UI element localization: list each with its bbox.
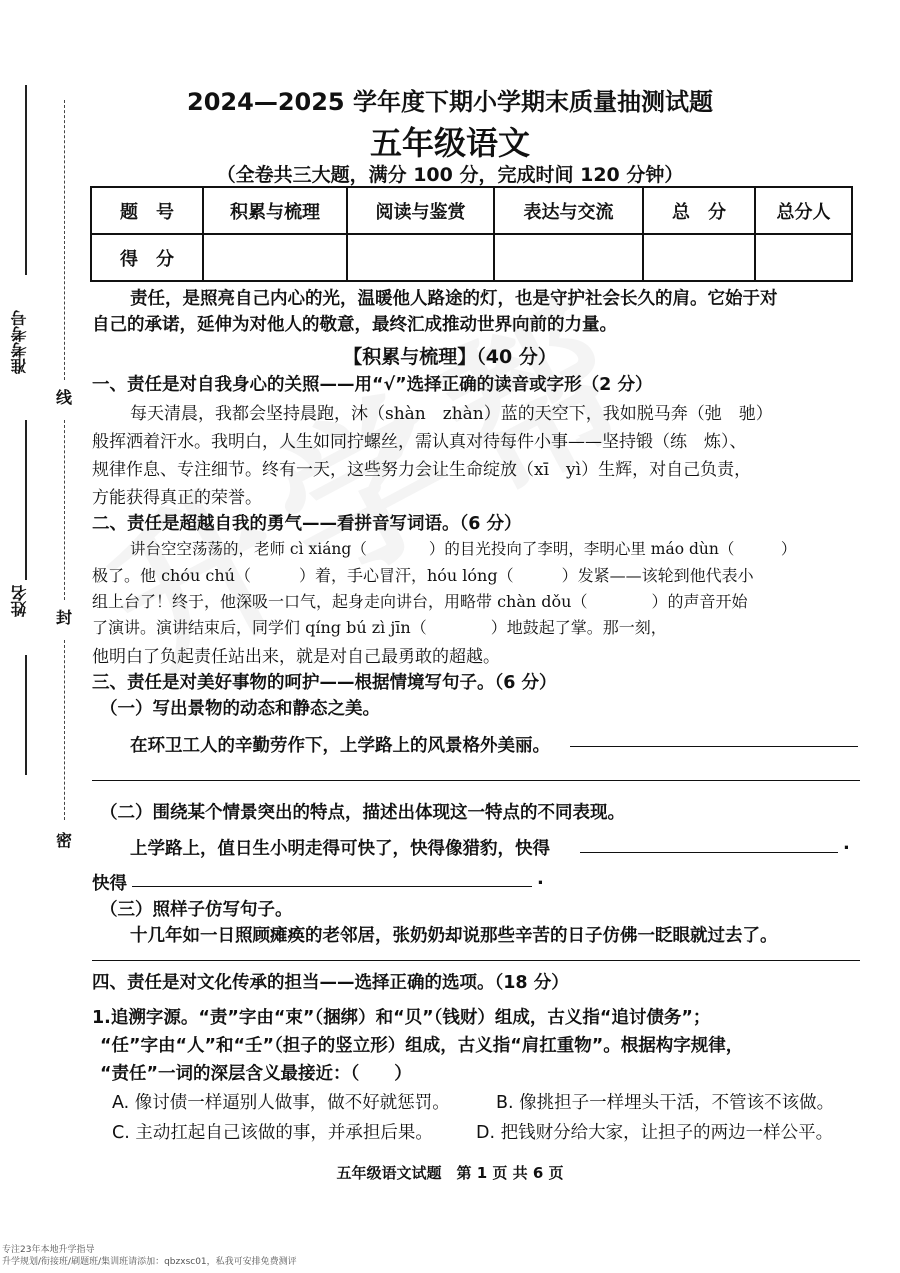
score-input-2[interactable] [347, 234, 494, 281]
score-cell-total: 总 分 [643, 187, 755, 234]
q3-sub2-text2: 快得 [92, 874, 127, 894]
q1-line-4: 方能获得真正的荣誉。 [92, 488, 262, 508]
q4-option-d[interactable]: D. 把钱财分给大家，让担子的两边一样公平。 [476, 1123, 834, 1143]
q2-line-1: 讲台空空荡荡的，老师 cì xiáng（ ）的目光投向了李明，李明心里 máo dùn（ ） [130, 540, 797, 558]
exam-title: 2024—2025 学年度下期小学期末质量抽测试题 [187, 88, 713, 116]
q2-line-5: 他明白了负起责任站出来，就是对自己最勇敢的超越。 [92, 647, 500, 667]
binding-line-inner-2 [64, 420, 65, 600]
q3-sub1-title: （一）写出景物的动态和静态之美。 [100, 699, 380, 719]
bottom-note-2: 升学规划/衔接班/刷题班/集训班请添加：qbzxsc01，私我可安排免费测评 [2, 1257, 297, 1267]
binding-line-left-3 [25, 655, 27, 775]
score-table [90, 186, 853, 282]
bottom-note-1: 专注23年本地升学指导 [2, 1245, 95, 1255]
score-input-5[interactable] [755, 234, 852, 281]
q4-option-b[interactable]: B. 像挑担子一样埋头干活，不管该不该做。 [496, 1093, 835, 1113]
q3-sub1-answer-line-2[interactable] [92, 780, 860, 781]
binding-line-left-2 [25, 420, 27, 580]
q3-sub2-answer-line-1[interactable] [580, 852, 838, 853]
score-input-1[interactable] [203, 234, 347, 281]
q3-sub2-dot-2: . [537, 868, 544, 889]
q3-sub3-text: 十几年如一日照顾瘫痪的老邻居，张奶奶却说那些辛苦的日子仿佛一眨眼就过去了。 [130, 926, 778, 946]
q1-line-2: 般挥洒着汗水。我明白，人生如同拧螺丝，需认真对待每件小事——坚持锻（练 炼）、 [92, 432, 747, 452]
seal-line-mark-2: 封 [56, 608, 73, 627]
q4-option-c[interactable]: C. 主动扛起自己该做的事，并承担后果。 [112, 1123, 433, 1143]
q1-line-1: 每天清晨，我都会坚持晨跑，沐（shàn zhàn）蓝的天空下，我如脱马奔（弛 驰） [130, 404, 773, 424]
q3-sub2-title: （二）围绕某个情景突出的特点，描述出体现这一特点的不同表现。 [100, 803, 625, 823]
subject-title: 五年级语文 [369, 124, 530, 162]
score-cell-question: 题 号 [91, 187, 203, 234]
q4-line-1: 1.追溯字源。“责”字由“束”（捆绑）和“贝”（钱财）组成，古义指“追讨债务”； [92, 1008, 711, 1028]
q3-title: 三、责任是对美好事物的呵护——根据情境写句子。（6 分） [92, 673, 557, 693]
q3-sub2-text: 上学路上，值日生小明走得可快了，快得像猎豹，快得 [130, 839, 550, 859]
q3-sub3-title: （三）照样子仿写句子。 [100, 900, 293, 920]
q4-line-2: “任”字由“人”和“壬”（担子的竖立形）组成，古义指“肩扛重物”。根据构字规律， [100, 1036, 744, 1056]
score-input-4[interactable] [643, 234, 755, 281]
q4-title: 四、责任是对文化传承的担当——选择正确的选项。（18 分） [92, 973, 569, 993]
q2-title: 二、责任是超越自我的勇气——看拼音写词语。（6 分） [92, 514, 522, 534]
seal-line-mark-1: 线 [56, 388, 73, 407]
exam-note: （全卷共三大题，满分 100 分，完成时间 120 分钟） [216, 164, 684, 186]
q1-line-3: 规律作息、专注细节。终有一天，这些努力会让生命绽放（xī yì）生辉，对自己负责， [92, 460, 752, 480]
score-row-label: 得 分 [91, 234, 203, 281]
q1-title: 一、责任是对自我身心的关照——用“√”选择正确的读音或字形（2 分） [92, 375, 653, 395]
q4-line-3: “责任”一词的深层含义最接近：（ ） [100, 1064, 412, 1084]
q3-sub1-text: 在环卫工人的辛勤劳作下，上学路上的风景格外美丽。 [130, 736, 550, 756]
intro-line-2: 自己的承诺，延伸为对他人的敬意，最终汇成推动世界向前的力量。 [92, 315, 617, 335]
q2-line-2: 极了。他 chóu chú（ ）着，手心冒汗，hóu lóng（ ）发紧——该轮到他代表小 [92, 566, 754, 585]
q4-option-a[interactable]: A. 像讨债一样逼别人做事，做不好就惩罚。 [112, 1093, 450, 1113]
score-table-header-row [91, 187, 852, 234]
q3-sub2-dot-1: . [843, 833, 850, 854]
score-table-score-row [91, 234, 852, 281]
seal-line-mark-3: 密 [56, 831, 73, 850]
q2-line-4: 了演讲。演讲结束后，同学们 qíng bú zì jīn（ ）地鼓起了掌。那一刻， [92, 618, 667, 637]
exam-number-label: 准考考号 [10, 310, 29, 374]
q3-sub2-answer-line-2[interactable] [132, 886, 532, 887]
binding-line-inner-3 [64, 640, 65, 820]
score-cell-accumulate: 积累与梳理 [203, 187, 347, 234]
score-input-3[interactable] [494, 234, 643, 281]
intro-line-1: 责任，是照亮自己内心的光，温暖他人路途的灯，也是守护社会长久的肩。它始于对 [130, 289, 778, 309]
score-cell-expression: 表达与交流 [494, 187, 643, 234]
q3-sub1-answer-line-1[interactable] [570, 746, 858, 747]
name-label: 姓名 [10, 585, 29, 617]
page-footer: 五年级语文试题 第 1 页 共 6 页 [336, 1164, 564, 1182]
section-heading: 【积累与梳理】（40 分） [343, 346, 557, 368]
score-cell-grader: 总分人 [755, 187, 852, 234]
q2-line-3: 组上台了！终于，他深吸一口气，起身走向讲台，用略带 chàn dǒu（ ）的声音开始 [92, 592, 748, 611]
score-cell-reading: 阅读与鉴赏 [347, 187, 494, 234]
q3-sub3-answer-line[interactable] [92, 960, 860, 961]
